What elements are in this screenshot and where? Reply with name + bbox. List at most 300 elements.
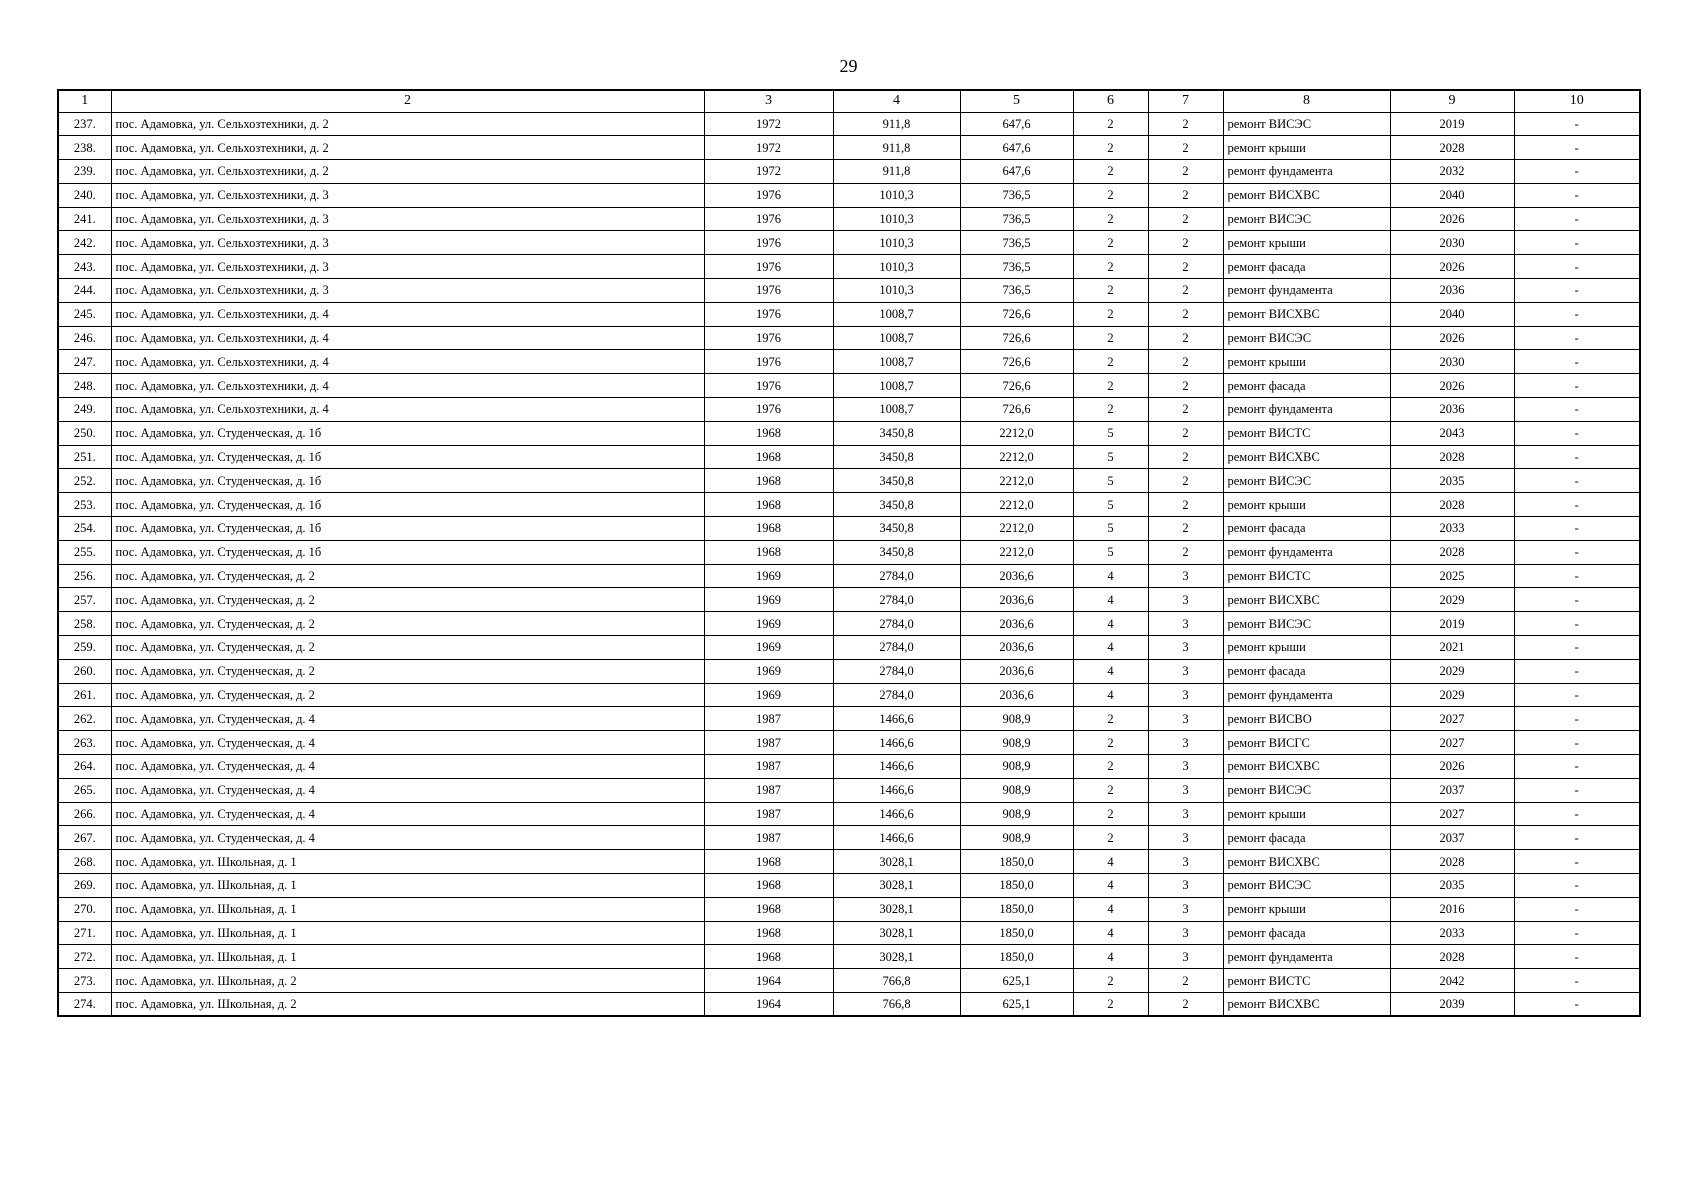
note-cell: - <box>1514 231 1640 255</box>
row-number: 255. <box>58 540 111 564</box>
row-number: 238. <box>58 136 111 160</box>
entrances-cell: 2 <box>1148 136 1223 160</box>
table-row <box>58 778 1640 802</box>
address-cell: пос. Адамовка, ул. Школьная, д. 2 <box>111 992 704 1016</box>
living-area-cell: 908,9 <box>960 826 1073 850</box>
planned-year-cell: 2037 <box>1390 826 1514 850</box>
table-row <box>58 350 1640 374</box>
floors-cell: 2 <box>1073 279 1148 303</box>
work-type-cell: ремонт ВИСХВС <box>1223 183 1390 207</box>
row-number: 264. <box>58 755 111 779</box>
total-area-cell: 1466,6 <box>833 802 960 826</box>
address-cell: пос. Адамовка, ул. Школьная, д. 2 <box>111 969 704 993</box>
entrances-cell: 2 <box>1148 445 1223 469</box>
row-number: 253. <box>58 493 111 517</box>
address-cell: пос. Адамовка, ул. Студенческая, д. 4 <box>111 755 704 779</box>
row-number: 254. <box>58 517 111 541</box>
year-built-cell: 1987 <box>704 802 833 826</box>
address-cell: пос. Адамовка, ул. Студенческая, д. 4 <box>111 778 704 802</box>
planned-year-cell: 2040 <box>1390 302 1514 326</box>
planned-year-cell: 2026 <box>1390 326 1514 350</box>
total-area-cell: 3450,8 <box>833 517 960 541</box>
note-cell: - <box>1514 969 1640 993</box>
entrances-cell: 2 <box>1148 112 1223 136</box>
table-row <box>58 469 1640 493</box>
address-cell: пос. Адамовка, ул. Сельхозтехники, д. 2 <box>111 112 704 136</box>
table-row <box>58 540 1640 564</box>
col-total-area-header: 4 <box>833 90 960 112</box>
living-area-cell: 2212,0 <box>960 493 1073 517</box>
total-area-cell: 2784,0 <box>833 659 960 683</box>
note-cell: - <box>1514 874 1640 898</box>
year-built-cell: 1976 <box>704 374 833 398</box>
work-type-cell: ремонт ВИСТС <box>1223 969 1390 993</box>
total-area-cell: 1010,3 <box>833 183 960 207</box>
year-built-cell: 1964 <box>704 992 833 1016</box>
note-cell: - <box>1514 802 1640 826</box>
note-cell: - <box>1514 350 1640 374</box>
address-cell: пос. Адамовка, ул. Сельхозтехники, д. 4 <box>111 374 704 398</box>
planned-year-cell: 2026 <box>1390 255 1514 279</box>
work-type-cell: ремонт фундамента <box>1223 398 1390 422</box>
floors-cell: 4 <box>1073 588 1148 612</box>
entrances-cell: 2 <box>1148 160 1223 184</box>
year-built-cell: 1969 <box>704 588 833 612</box>
row-number: 251. <box>58 445 111 469</box>
year-built-cell: 1969 <box>704 683 833 707</box>
planned-year-cell: 2021 <box>1390 636 1514 660</box>
year-built-cell: 1968 <box>704 850 833 874</box>
floors-cell: 2 <box>1073 707 1148 731</box>
total-area-cell: 3450,8 <box>833 421 960 445</box>
planned-year-cell: 2032 <box>1390 160 1514 184</box>
row-number: 250. <box>58 421 111 445</box>
entrances-cell: 3 <box>1148 826 1223 850</box>
planned-year-cell: 2026 <box>1390 755 1514 779</box>
table-row <box>58 374 1640 398</box>
total-area-cell: 1466,6 <box>833 778 960 802</box>
entrances-cell: 3 <box>1148 945 1223 969</box>
planned-year-cell: 2040 <box>1390 183 1514 207</box>
address-cell: пос. Адамовка, ул. Школьная, д. 1 <box>111 945 704 969</box>
planned-year-cell: 2030 <box>1390 350 1514 374</box>
year-built-cell: 1968 <box>704 540 833 564</box>
planned-year-cell: 2043 <box>1390 421 1514 445</box>
address-cell: пос. Адамовка, ул. Сельхозтехники, д. 3 <box>111 231 704 255</box>
note-cell: - <box>1514 255 1640 279</box>
living-area-cell: 625,1 <box>960 992 1073 1016</box>
total-area-cell: 3450,8 <box>833 469 960 493</box>
note-cell: - <box>1514 755 1640 779</box>
table-row <box>58 302 1640 326</box>
year-built-cell: 1972 <box>704 136 833 160</box>
floors-cell: 5 <box>1073 445 1148 469</box>
entrances-cell: 3 <box>1148 612 1223 636</box>
table-row <box>58 659 1640 683</box>
living-area-cell: 736,5 <box>960 207 1073 231</box>
total-area-cell: 1466,6 <box>833 755 960 779</box>
year-built-cell: 1972 <box>704 160 833 184</box>
year-built-cell: 1976 <box>704 302 833 326</box>
year-built-cell: 1968 <box>704 493 833 517</box>
floors-cell: 2 <box>1073 207 1148 231</box>
entrances-cell: 3 <box>1148 921 1223 945</box>
planned-year-cell: 2027 <box>1390 731 1514 755</box>
living-area-cell: 2036,6 <box>960 636 1073 660</box>
living-area-cell: 736,5 <box>960 183 1073 207</box>
total-area-cell: 1466,6 <box>833 707 960 731</box>
entrances-cell: 3 <box>1148 636 1223 660</box>
table-row <box>58 326 1640 350</box>
living-area-cell: 647,6 <box>960 160 1073 184</box>
year-built-cell: 1969 <box>704 564 833 588</box>
note-cell: - <box>1514 897 1640 921</box>
floors-cell: 4 <box>1073 921 1148 945</box>
address-cell: пос. Адамовка, ул. Студенческая, д. 2 <box>111 588 704 612</box>
year-built-cell: 1987 <box>704 826 833 850</box>
living-area-cell: 908,9 <box>960 802 1073 826</box>
table-row <box>58 231 1640 255</box>
address-cell: пос. Адамовка, ул. Школьная, д. 1 <box>111 850 704 874</box>
year-built-cell: 1968 <box>704 421 833 445</box>
address-cell: пос. Адамовка, ул. Студенческая, д. 4 <box>111 802 704 826</box>
table-row <box>58 921 1640 945</box>
entrances-cell: 2 <box>1148 207 1223 231</box>
note-cell: - <box>1514 160 1640 184</box>
total-area-cell: 3028,1 <box>833 874 960 898</box>
planned-year-cell: 2026 <box>1390 207 1514 231</box>
floors-cell: 2 <box>1073 755 1148 779</box>
work-type-cell: ремонт ВИСХВС <box>1223 445 1390 469</box>
row-number: 244. <box>58 279 111 303</box>
page-number: 29 <box>839 56 858 76</box>
floors-cell: 5 <box>1073 469 1148 493</box>
entrances-cell: 2 <box>1148 183 1223 207</box>
total-area-cell: 911,8 <box>833 112 960 136</box>
table-row <box>58 897 1640 921</box>
living-area-cell: 736,5 <box>960 231 1073 255</box>
row-number: 242. <box>58 231 111 255</box>
note-cell: - <box>1514 326 1640 350</box>
living-area-cell: 726,6 <box>960 302 1073 326</box>
floors-cell: 2 <box>1073 183 1148 207</box>
work-type-cell: ремонт фундамента <box>1223 683 1390 707</box>
total-area-cell: 3450,8 <box>833 493 960 517</box>
entrances-cell: 3 <box>1148 778 1223 802</box>
floors-cell: 2 <box>1073 992 1148 1016</box>
year-built-cell: 1976 <box>704 326 833 350</box>
address-cell: пос. Адамовка, ул. Студенческая, д. 2 <box>111 683 704 707</box>
planned-year-cell: 2016 <box>1390 897 1514 921</box>
year-built-cell: 1968 <box>704 445 833 469</box>
note-cell: - <box>1514 992 1640 1016</box>
row-number: 263. <box>58 731 111 755</box>
floors-cell: 4 <box>1073 612 1148 636</box>
year-built-cell: 1987 <box>704 755 833 779</box>
floors-cell: 4 <box>1073 850 1148 874</box>
planned-year-cell: 2030 <box>1390 231 1514 255</box>
row-number: 245. <box>58 302 111 326</box>
col-address-header: 2 <box>111 90 704 112</box>
note-cell: - <box>1514 636 1640 660</box>
planned-year-cell: 2028 <box>1390 445 1514 469</box>
total-area-cell: 2784,0 <box>833 564 960 588</box>
entrances-cell: 2 <box>1148 517 1223 541</box>
entrances-cell: 2 <box>1148 398 1223 422</box>
living-area-cell: 2036,6 <box>960 564 1073 588</box>
work-type-cell: ремонт ВИСХВС <box>1223 992 1390 1016</box>
entrances-cell: 3 <box>1148 802 1223 826</box>
floors-cell: 5 <box>1073 493 1148 517</box>
table-row <box>58 826 1640 850</box>
entrances-cell: 2 <box>1148 326 1223 350</box>
living-area-cell: 2212,0 <box>960 421 1073 445</box>
note-cell: - <box>1514 183 1640 207</box>
entrances-cell: 2 <box>1148 469 1223 493</box>
floors-cell: 2 <box>1073 398 1148 422</box>
entrances-cell: 2 <box>1148 540 1223 564</box>
work-type-cell: ремонт ВИСЭС <box>1223 874 1390 898</box>
total-area-cell: 1010,3 <box>833 279 960 303</box>
note-cell: - <box>1514 493 1640 517</box>
row-number: 266. <box>58 802 111 826</box>
entrances-cell: 2 <box>1148 279 1223 303</box>
planned-year-cell: 2019 <box>1390 612 1514 636</box>
floors-cell: 2 <box>1073 778 1148 802</box>
table-row <box>58 850 1640 874</box>
total-area-cell: 1008,7 <box>833 374 960 398</box>
planned-year-cell: 2027 <box>1390 802 1514 826</box>
work-type-cell: ремонт фундамента <box>1223 945 1390 969</box>
col-year-header: 3 <box>704 90 833 112</box>
total-area-cell: 1008,7 <box>833 350 960 374</box>
table-row <box>58 874 1640 898</box>
entrances-cell: 3 <box>1148 683 1223 707</box>
note-cell: - <box>1514 136 1640 160</box>
note-cell: - <box>1514 421 1640 445</box>
address-cell: пос. Адамовка, ул. Сельхозтехники, д. 4 <box>111 302 704 326</box>
row-number: 261. <box>58 683 111 707</box>
floors-cell: 2 <box>1073 826 1148 850</box>
work-type-cell: ремонт ВИСХВС <box>1223 850 1390 874</box>
address-cell: пос. Адамовка, ул. Сельхозтехники, д. 3 <box>111 279 704 303</box>
address-cell: пос. Адамовка, ул. Сельхозтехники, д. 2 <box>111 136 704 160</box>
work-type-cell: ремонт фасада <box>1223 921 1390 945</box>
living-area-cell: 1850,0 <box>960 921 1073 945</box>
address-cell: пос. Адамовка, ул. Сельхозтехники, д. 3 <box>111 183 704 207</box>
work-type-cell: ремонт крыши <box>1223 136 1390 160</box>
note-cell: - <box>1514 302 1640 326</box>
planned-year-cell: 2029 <box>1390 588 1514 612</box>
floors-cell: 2 <box>1073 802 1148 826</box>
table-row <box>58 707 1640 731</box>
year-built-cell: 1972 <box>704 112 833 136</box>
note-cell: - <box>1514 445 1640 469</box>
total-area-cell: 766,8 <box>833 969 960 993</box>
floors-cell: 4 <box>1073 683 1148 707</box>
living-area-cell: 2036,6 <box>960 612 1073 636</box>
year-built-cell: 1968 <box>704 945 833 969</box>
entrances-cell: 2 <box>1148 231 1223 255</box>
floors-cell: 4 <box>1073 564 1148 588</box>
entrances-cell: 3 <box>1148 659 1223 683</box>
table-row <box>58 992 1640 1016</box>
row-number: 267. <box>58 826 111 850</box>
note-cell: - <box>1514 540 1640 564</box>
floors-cell: 5 <box>1073 517 1148 541</box>
total-area-cell: 766,8 <box>833 992 960 1016</box>
entrances-cell: 2 <box>1148 493 1223 517</box>
table-row <box>58 969 1640 993</box>
note-cell: - <box>1514 826 1640 850</box>
entrances-cell: 2 <box>1148 350 1223 374</box>
year-built-cell: 1969 <box>704 612 833 636</box>
planned-year-cell: 2035 <box>1390 469 1514 493</box>
living-area-cell: 726,6 <box>960 398 1073 422</box>
note-cell: - <box>1514 564 1640 588</box>
work-type-cell: ремонт ВИСЭС <box>1223 612 1390 636</box>
row-number: 256. <box>58 564 111 588</box>
table-row <box>58 112 1640 136</box>
note-cell: - <box>1514 374 1640 398</box>
living-area-cell: 2212,0 <box>960 540 1073 564</box>
note-cell: - <box>1514 517 1640 541</box>
table-row <box>58 588 1640 612</box>
row-number: 243. <box>58 255 111 279</box>
entrances-cell: 2 <box>1148 302 1223 326</box>
entrances-cell: 3 <box>1148 897 1223 921</box>
table-row <box>58 731 1640 755</box>
living-area-cell: 726,6 <box>960 374 1073 398</box>
living-area-cell: 1850,0 <box>960 945 1073 969</box>
work-type-cell: ремонт ВИСТС <box>1223 564 1390 588</box>
address-cell: пос. Адамовка, ул. Студенческая, д. 4 <box>111 707 704 731</box>
planned-year-cell: 2042 <box>1390 969 1514 993</box>
year-built-cell: 1976 <box>704 279 833 303</box>
table-row <box>58 398 1640 422</box>
floors-cell: 2 <box>1073 160 1148 184</box>
table-row <box>58 421 1640 445</box>
note-cell: - <box>1514 778 1640 802</box>
note-cell: - <box>1514 398 1640 422</box>
table-row <box>58 517 1640 541</box>
work-type-cell: ремонт фундамента <box>1223 160 1390 184</box>
total-area-cell: 911,8 <box>833 160 960 184</box>
planned-year-cell: 2028 <box>1390 493 1514 517</box>
total-area-cell: 1008,7 <box>833 302 960 326</box>
living-area-cell: 726,6 <box>960 350 1073 374</box>
table-row <box>58 945 1640 969</box>
year-built-cell: 1976 <box>704 183 833 207</box>
living-area-cell: 1850,0 <box>960 874 1073 898</box>
table-row <box>58 445 1640 469</box>
work-type-cell: ремонт фасада <box>1223 826 1390 850</box>
total-area-cell: 1466,6 <box>833 826 960 850</box>
planned-year-cell: 2019 <box>1390 112 1514 136</box>
work-type-cell: ремонт ВИСХВС <box>1223 755 1390 779</box>
address-cell: пос. Адамовка, ул. Сельхозтехники, д. 4 <box>111 398 704 422</box>
col-floors-header: 6 <box>1073 90 1148 112</box>
address-cell: пос. Адамовка, ул. Студенческая, д. 1б <box>111 421 704 445</box>
living-area-cell: 736,5 <box>960 279 1073 303</box>
row-number: 248. <box>58 374 111 398</box>
work-type-cell: ремонт фундамента <box>1223 540 1390 564</box>
note-cell: - <box>1514 588 1640 612</box>
floors-cell: 2 <box>1073 350 1148 374</box>
table-row <box>58 755 1640 779</box>
planned-year-cell: 2036 <box>1390 398 1514 422</box>
entrances-cell: 2 <box>1148 255 1223 279</box>
planned-year-cell: 2035 <box>1390 874 1514 898</box>
row-number: 274. <box>58 992 111 1016</box>
planned-year-cell: 2027 <box>1390 707 1514 731</box>
year-built-cell: 1987 <box>704 731 833 755</box>
year-built-cell: 1976 <box>704 255 833 279</box>
address-cell: пос. Адамовка, ул. Сельхозтехники, д. 2 <box>111 160 704 184</box>
living-area-cell: 2036,6 <box>960 683 1073 707</box>
row-number: 258. <box>58 612 111 636</box>
row-number: 240. <box>58 183 111 207</box>
row-number: 269. <box>58 874 111 898</box>
entrances-cell: 2 <box>1148 374 1223 398</box>
work-type-cell: ремонт крыши <box>1223 897 1390 921</box>
address-cell: пос. Адамовка, ул. Студенческая, д. 1б <box>111 540 704 564</box>
address-cell: пос. Адамовка, ул. Студенческая, д. 2 <box>111 612 704 636</box>
row-number: 246. <box>58 326 111 350</box>
year-built-cell: 1976 <box>704 350 833 374</box>
total-area-cell: 1010,3 <box>833 255 960 279</box>
planned-year-cell: 2029 <box>1390 659 1514 683</box>
living-area-cell: 908,9 <box>960 778 1073 802</box>
address-cell: пос. Адамовка, ул. Студенческая, д. 1б <box>111 517 704 541</box>
address-cell: пос. Адамовка, ул. Студенческая, д. 2 <box>111 636 704 660</box>
address-cell: пос. Адамовка, ул. Школьная, д. 1 <box>111 897 704 921</box>
col-number-header: 1 <box>58 90 111 112</box>
floors-cell: 4 <box>1073 659 1148 683</box>
living-area-cell: 908,9 <box>960 731 1073 755</box>
planned-year-cell: 2028 <box>1390 945 1514 969</box>
planned-year-cell: 2025 <box>1390 564 1514 588</box>
floors-cell: 2 <box>1073 302 1148 326</box>
row-number: 257. <box>58 588 111 612</box>
year-built-cell: 1976 <box>704 231 833 255</box>
year-built-cell: 1968 <box>704 921 833 945</box>
address-cell: пос. Адамовка, ул. Сельхозтехники, д. 3 <box>111 207 704 231</box>
col-living-area-header: 5 <box>960 90 1073 112</box>
year-built-cell: 1968 <box>704 897 833 921</box>
address-cell: пос. Адамовка, ул. Сельхозтехники, д. 4 <box>111 326 704 350</box>
living-area-cell: 908,9 <box>960 707 1073 731</box>
note-cell: - <box>1514 707 1640 731</box>
address-cell: пос. Адамовка, ул. Студенческая, д. 4 <box>111 826 704 850</box>
floors-cell: 2 <box>1073 255 1148 279</box>
note-cell: - <box>1514 612 1640 636</box>
note-cell: - <box>1514 683 1640 707</box>
address-cell: пос. Адамовка, ул. Студенческая, д. 1б <box>111 445 704 469</box>
total-area-cell: 3028,1 <box>833 921 960 945</box>
work-type-cell: ремонт ВИСЭС <box>1223 207 1390 231</box>
entrances-cell: 2 <box>1148 969 1223 993</box>
table-row <box>58 255 1640 279</box>
planned-year-cell: 2033 <box>1390 517 1514 541</box>
table-row <box>58 160 1640 184</box>
col-note-header: 10 <box>1514 90 1640 112</box>
col-entrances-header: 7 <box>1148 90 1223 112</box>
row-number: 270. <box>58 897 111 921</box>
address-cell: пос. Адамовка, ул. Студенческая, д. 4 <box>111 731 704 755</box>
entrances-cell: 3 <box>1148 755 1223 779</box>
row-number: 271. <box>58 921 111 945</box>
